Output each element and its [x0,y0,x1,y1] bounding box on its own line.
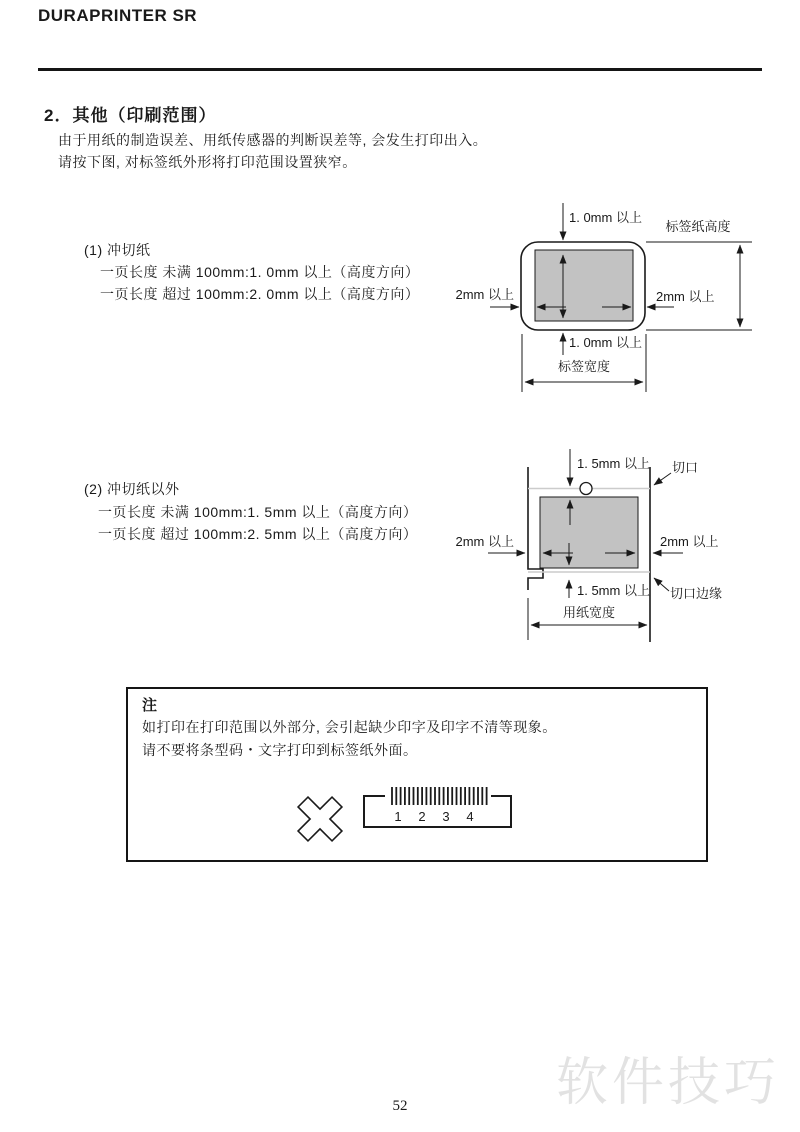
document-title: DURAPRINTER SR [38,6,198,25]
barcode-digit-4: 4 [466,809,474,824]
watermark: 软件技巧 [556,1054,781,1112]
diecut-label-diagram [440,195,770,395]
barcode-digit-1: 1 [394,809,402,824]
item1-line-2: 一页长度 超过 100mm:2. 0mm 以上（高度方向） [100,286,420,302]
sensor-hole [580,483,592,495]
bottom-margin-label: 1. 5mm 以上 [577,583,650,598]
cut-edge-label: 切口边缘 [670,586,723,601]
item2-line-2: 一页长度 超过 100mm:2. 5mm 以上（高度方向） [98,526,418,542]
note-heading: 注 [142,697,158,714]
label-outline [364,796,511,827]
barcode-digit-3: 3 [442,809,450,824]
cut-label: 切口 [672,460,699,475]
cut-leader-arrow [654,473,671,485]
print-area [535,250,633,321]
top-margin-label: 1. 0mm 以上 [569,210,642,225]
item1-line-1: 一页长度 未满 100mm:1. 0mm 以上（高度方向） [100,264,420,280]
page-number: 52 [392,1098,408,1114]
barcode-digit-2: 2 [418,809,426,824]
item2-heading: (2) 冲切纸以外 [84,481,180,497]
item1-heading: (1) 冲切纸 [84,242,151,258]
cut-edge-leader-arrow [654,578,669,591]
label-width-caption: 标签宽度 [557,359,611,374]
barcode-outside-label-illustration [283,783,553,853]
right-margin-label: 2mm 以上 [660,534,719,549]
section-title: 2．其他（印刷范围） [44,106,217,125]
left-margin-label: 2mm 以上 [455,287,514,302]
note-box [126,687,708,862]
barcode-bars [392,787,487,805]
bottom-margin-label: 1. 0mm 以上 [569,335,642,350]
item2-line-1: 一页长度 未满 100mm:1. 5mm 以上（高度方向） [98,504,418,520]
note-line-2: 请不要将条型码・文字打印到标签纸外面。 [142,742,418,758]
note-line-1: 如打印在打印范围以外部分, 会引起缺少印字及印字不清等现象。 [142,719,557,735]
cross-mark-icon [286,785,354,853]
header-divider [38,68,762,71]
left-margin-label: 2mm 以上 [455,534,514,549]
right-margin-label: 2mm 以上 [656,289,715,304]
intro-line-1: 由于用纸的制造误差、用纸传感器的判断误差等, 会发生打印出入。 [58,132,488,148]
print-area [540,497,638,568]
intro-line-2: 请按下图, 对标签纸外形将打印范围设置狭窄。 [58,154,357,170]
paper-width-caption: 用纸宽度 [562,605,616,620]
continuous-paper-diagram [440,440,775,650]
top-margin-label: 1. 5mm 以上 [577,456,650,471]
label-height-caption: 标签纸高度 [665,219,731,234]
